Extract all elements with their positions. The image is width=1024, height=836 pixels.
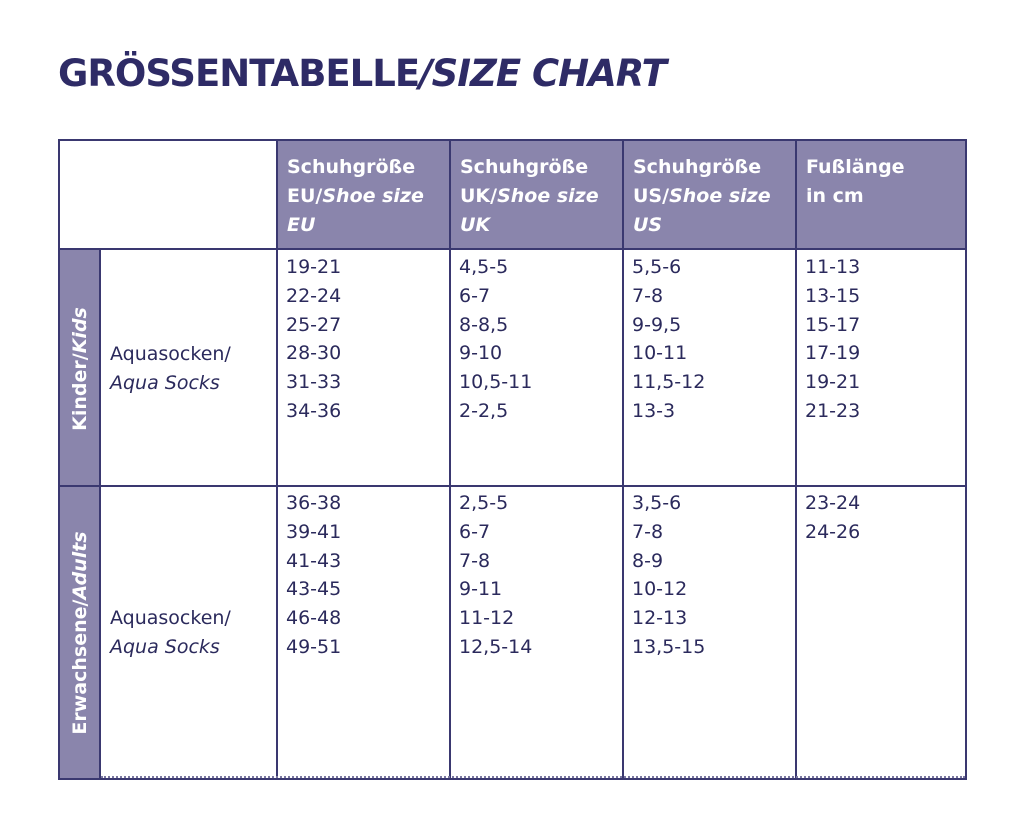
group-divider [60,485,965,487]
kids-product-label: Aquasocken/ Aqua Socks [110,343,231,394]
kids-us-column [632,253,705,426]
table-cell: 8-8,5 [459,313,509,336]
table-cell: 28-30 [286,342,342,365]
header-foot-length [795,141,965,248]
table-cell: 31-33 [286,371,342,394]
column-divider [449,250,451,778]
adults-eu-column [286,489,341,662]
table-cell: 36-38 [286,492,342,514]
table-cell: 3,5-6 [632,492,682,514]
table-cell: 24-26 [805,520,861,543]
header-eu-line3: EU [287,214,316,236]
table-bottom-dotted-line [101,776,965,778]
column-divider [622,250,624,778]
table-header-row [60,141,965,250]
table-cell: 9-11 [459,578,503,601]
table-cell: 13-3 [632,399,676,422]
header-foot-length-line1: Fußlänge [806,156,905,178]
adults-foot-length-column [805,489,860,547]
table-cell: 7-8 [632,284,664,307]
table-cell: 34-36 [286,399,342,422]
table-cell: 2-2,5 [459,399,509,422]
table-cell: 4,5-5 [459,256,509,278]
header-foot-length-line2: in cm [806,185,864,207]
table-cell: 10,5-11 [459,371,533,394]
table-cell: 11-13 [805,256,861,278]
table-cell: 22-24 [286,284,342,307]
header-uk-line2: UK/Shoe size [460,185,599,207]
header-eu [276,141,449,248]
adults-uk-column [459,489,532,662]
table-cell: 10-12 [632,578,688,601]
table-cell: 21-23 [805,399,861,422]
table-cell: 11-12 [459,607,515,630]
table-cell: 13,5-15 [632,635,706,658]
table-cell: 12,5-14 [459,635,533,658]
adults-us-column [632,489,705,662]
table-cell: 8-9 [632,549,664,572]
table-cell: 39-41 [286,520,342,543]
table-cell: 19-21 [805,371,861,394]
kids-foot-length-column [805,253,860,426]
table-cell: 23-24 [805,492,861,514]
header-us-line3: US [633,214,663,236]
title-german: GRÖSSENTABELLE [58,52,420,95]
column-divider [276,250,278,778]
table-cell: 6-7 [459,520,491,543]
header-us [622,141,795,248]
title-english: SIZE CHART [431,52,666,95]
header-uk [449,141,622,248]
table-cell: 41-43 [286,549,342,572]
group-kids-label: Kinder/Kids [68,306,91,431]
column-divider [795,250,797,778]
table-cell: 6-7 [459,284,491,307]
group-kids-sidebar [60,250,101,487]
header-uk-line1: Schuhgröße [460,156,589,178]
table-cell: 2,5-5 [459,492,509,514]
table-cell: 5,5-6 [632,256,682,278]
table-cell: 43-45 [286,578,342,601]
page-title [58,52,666,95]
table-cell: 7-8 [459,549,491,572]
title-separator: / [419,52,432,95]
table-cell: 9-9,5 [632,313,682,336]
table-cell: 13-15 [805,284,861,307]
kids-uk-column [459,253,532,426]
table-cell: 11,5-12 [632,371,706,394]
table-cell: 15-17 [805,313,861,336]
table-cell: 10-11 [632,342,688,365]
size-chart-table [58,139,967,780]
table-cell: 49-51 [286,635,342,658]
table-cell: 19-21 [286,256,342,278]
kids-eu-column [286,253,341,426]
table-cell: 12-13 [632,607,688,630]
table-cell: 9-10 [459,342,503,365]
header-uk-line3: UK [460,214,491,236]
header-us-line1: Schuhgröße [633,156,762,178]
header-eu-line1: Schuhgröße [287,156,416,178]
table-cell: 46-48 [286,607,342,630]
header-eu-line2: EU/Shoe size [287,185,424,207]
table-cell: 25-27 [286,313,342,336]
table-cell: 17-19 [805,342,861,365]
table-cell: 7-8 [632,520,664,543]
group-adults-label: Erwachsene/Adults [68,530,91,735]
header-us-line2: US/Shoe size [633,185,771,207]
adults-product-label: Aquasocken/ Aqua Socks [110,607,231,658]
group-adults-sidebar [60,487,101,778]
